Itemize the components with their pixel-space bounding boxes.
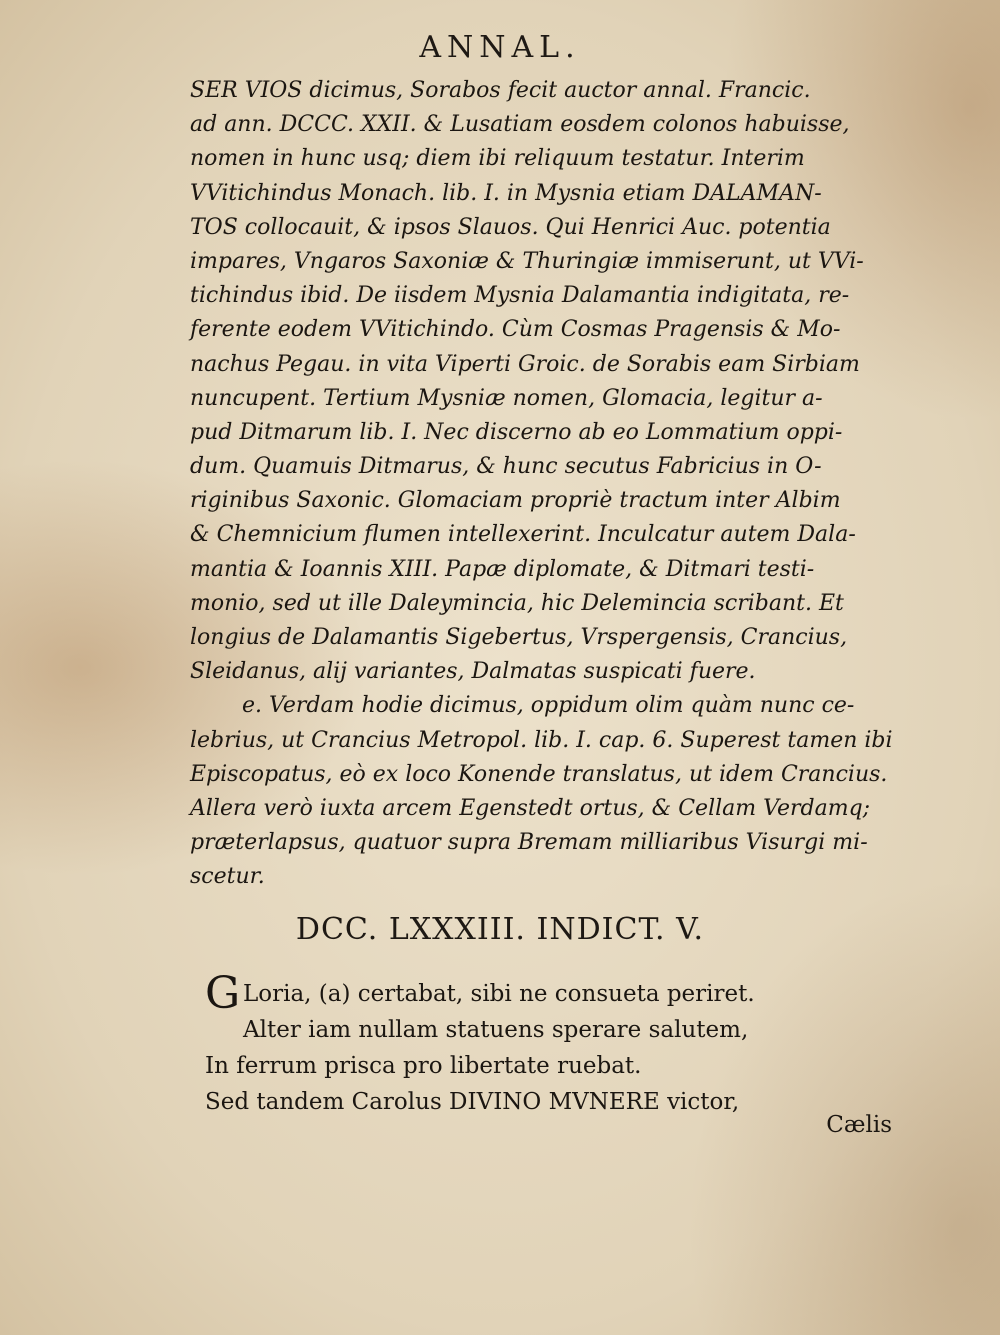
note-line: VVitichindus Monach. lib. I. in Mysnia etiam DALAMAN- [190, 180, 822, 206]
note-line: monio, sed ut ille Daleymincia, hic Delemincia scribant. Et [190, 590, 844, 616]
note-line: SER VIOS dicimus, Sorabos fecit auctor annal. Francic. [190, 78, 811, 103]
note-line: nachus Pegau. in vita Viperti Groic. de Sorabis eam Sirbiam [190, 351, 860, 377]
note-line: Allera verò iuxta arcem Egenstedt ortus, & Cellam Verdamq; [190, 795, 871, 821]
note-line: & Chemnicium flumen intellexerint. Inculcatur autem Dala- [190, 522, 856, 548]
note-line: ad ann. DCCC. XXII. & Lusatiam eosdem colonos habuisse, [190, 112, 850, 138]
note-line: scetur. [190, 864, 265, 890]
note-line: pud Ditmarum lib. I. Nec discerno ab eo Lommatium oppi- [190, 419, 843, 445]
verse-line: In ferrum prisca pro libertate ruebat. [205, 1053, 642, 1079]
annotation-block [190, 74, 893, 895]
note-line: ferente eodem VVitichindo. Cùm Cosmas Pragensis & Mo- [190, 317, 841, 343]
note-line: Episcopatus, eò ex loco Konende translatus, ut idem Crancius. [190, 761, 888, 787]
catchword: Cælis [826, 1112, 892, 1138]
verse-block [205, 968, 905, 1120]
note-line: dum. Quamuis Ditmarus, & hunc secutus Fabricius in O- [190, 454, 822, 480]
note-line: riginibus Saxonic. Glomaciam propriè tractum inter Albim [190, 488, 841, 514]
note-line: TOS collocauit, & ipsos Slauos. Qui Henrici Auc. potentia [190, 214, 831, 240]
note-line: impares, Vngaros Saxoniæ & Thuringiæ immiserunt, ut VVi- [190, 248, 864, 274]
note-line: Sleidanus, alij variantes, Dalmatas suspicati fuere. [190, 659, 756, 685]
verse-line: Alter iam nullam statuens sperare salutem, [243, 1017, 749, 1043]
verse-line-text: Loria, (a) certabat, sibi ne consueta periret. [243, 981, 755, 1007]
running-head: ANNAL. [419, 30, 581, 65]
section-heading: DCC. LXXXIII. INDICT. V. [295, 912, 705, 947]
note-line: tichindus ibid. De iisdem Mysnia Dalamantia indigitata, re- [190, 283, 850, 309]
note-line: longius de Dalamantis Sigebertus, Vrspergensis, Crancius, [190, 625, 848, 650]
drop-capital: G [205, 968, 241, 1019]
note-line: nomen in hunc usq; diem ibi reliquum testatur. Interim [190, 146, 805, 172]
verse-line: Sed tandem Carolus DIVINO MVNERE victor, [205, 1089, 740, 1115]
verse-line [205, 968, 905, 1019]
note-line: lebrius, ut Crancius Metropol. lib. I. cap. 6. Superest tamen ibi [190, 727, 893, 753]
note-line: mantia & Ioannis XIII. Papæ diplomate, & Ditmari testi- [190, 556, 815, 582]
note-line: e. Verdam hodie dicimus, oppidum olim quàm nunc ce- [242, 693, 855, 719]
note-line: nuncupent. Tertium Mysniæ nomen, Glomacia, legitur a- [190, 385, 823, 411]
note-line: præterlapsus, quatuor supra Bremam milliaribus Visurgi mi- [190, 830, 868, 856]
